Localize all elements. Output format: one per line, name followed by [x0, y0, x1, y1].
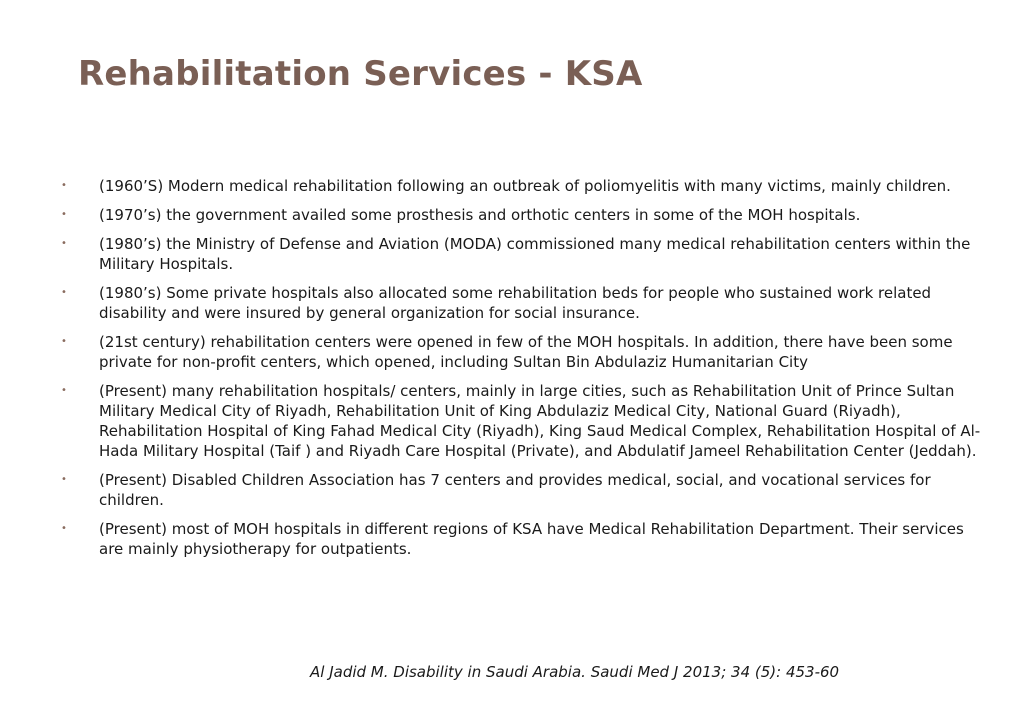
bullet-icon: •: [61, 287, 67, 298]
bullet-text: (1980’s) the Ministry of Defense and Aviation (MODA) commissioned many medical rehabilitation centers within the Military Hospitals.: [99, 235, 971, 273]
bullet-text: (21st century) rehabilitation centers were opened in few of the MOH hospitals. In addition, there have been some private for non-profit centers, which opened, including Sultan Bin Abdulaziz Humanitarian City: [99, 333, 953, 371]
bullet-item: [58, 234, 988, 274]
bullet-list: [58, 176, 988, 568]
slide-title: Rehabilitation Services - KSA: [78, 54, 643, 94]
bullet-icon: •: [61, 180, 67, 191]
citation: Al Jadid M. Disability in Saudi Arabia. Saudi Med J 2013; 34 (5): 453-60: [310, 663, 840, 681]
bullet-item: [58, 205, 988, 225]
bullet-icon: •: [61, 238, 67, 249]
bullet-text: (Present) many rehabilitation hospitals/ centers, mainly in large cities, such as Rehabilitation Unit of Prince Sultan Military Medical City of Riyadh, Rehabilitation Unit of King Abdulaziz Medical City, National Guard (Riyadh), Rehabilitation Hospital of King Fahad Medical City (Riyadh), King Saud Medical Complex, Rehabilitation Hospital of Al-Hada Military Hospital (Taif ) and Riyadh Care Hospital (Private), and Abdulatif Jameel Rehabilitation Center (Jeddah).: [99, 382, 981, 460]
bullet-text: (Present) Disabled Children Association has 7 centers and provides medical, social, and vocational services for children.: [99, 471, 931, 509]
bullet-text: (Present) most of MOH hospitals in different regions of KSA have Medical Rehabilitation Department. Their services are mainly physiotherapy for outpatients.: [99, 520, 964, 558]
bullet-item: [58, 332, 988, 372]
bullet-icon: •: [61, 336, 67, 347]
bullet-icon: •: [61, 474, 67, 485]
bullet-item: [58, 176, 988, 196]
bullet-item: [58, 519, 988, 559]
bullet-item: [58, 283, 988, 323]
bullet-text: (1980’s) Some private hospitals also allocated some rehabilitation beds for people who sustained work related disability and were insured by general organization for social insurance.: [99, 284, 932, 322]
bullet-item: [58, 470, 988, 510]
bullet-item: [58, 381, 988, 461]
bullet-icon: •: [61, 523, 67, 534]
bullet-text: (1970’s) the government availed some prosthesis and orthotic centers in some of the MOH hospitals.: [99, 206, 861, 224]
bullet-icon: •: [61, 385, 67, 396]
bullet-text: (1960’S) Modern medical rehabilitation following an outbreak of poliomyelitis with many victims, mainly children.: [99, 177, 951, 195]
bullet-icon: •: [61, 209, 67, 220]
